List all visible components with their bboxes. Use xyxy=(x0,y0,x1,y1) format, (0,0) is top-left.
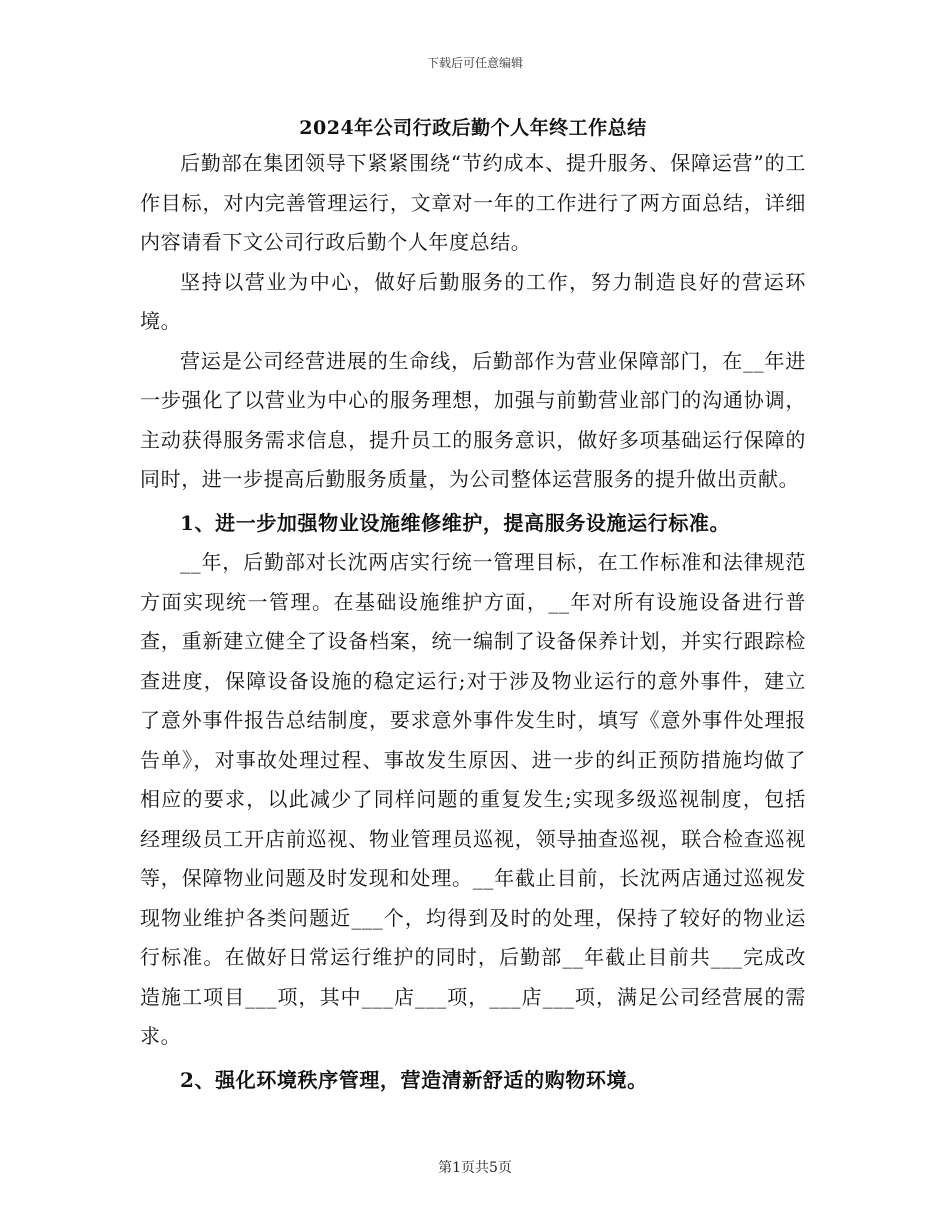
section-heading-2: 2、强化环境秩序管理，营造清新舒适的购物环境。 xyxy=(180,1067,648,1092)
paragraph-operations: 营运是公司经营进展的生命线，后勤部作为营业保障部门，在__年进一步强化了以营业为中心的服务理想，加强与前勤营业部门的沟通协调，主动获得服务需求信息，提升员工的服务意识，做好多项基础运行保障的同时，进一步提高后勤服务质量，为公司整体运营服务的提升做出贡献。 xyxy=(140,348,806,491)
document-title: 2024年公司行政后勤个人年终工作总结 xyxy=(299,117,647,139)
paragraph-service-center: 坚持以营业为中心，做好后勤服务的工作，努力制造良好的营运环境。 xyxy=(140,269,806,333)
page-header-note: 下载后可任意编辑 xyxy=(426,56,523,70)
paragraph-facility-maintenance: __年，后勤部对长沈两店实行统一管理目标，在工作标准和法律规范方面实现统一管理。在基础设施维护方面，__年对所有设施设备进行普查，重新建立健全了设备档案，统一编制了设备保养计划，并实行跟踪检查进度，保障设备设施的稳定运行;对于涉及物业运行的意外事件，建立了意外事件报告总结制度，要求意外事件发生时，填写《意外事件处理报告单》，对事故处理过程、事故发生原因、进一步的纠正预防措施均做了相应的要求，以此减少了同样问题的重复发生;实现多级巡视制度，包括经理级员工开店前巡视、物业管理员巡视，领导抽查巡视，联合检查巡视等，保障物业问题及时发现和处理。__年截止目前，长沈两店通过巡视发现物业维护各类问题近___个，均得到及时的处理，保持了较好的物业运行标准。在做好日常运行维护的同时，后勤部__年截止目前共___完成改造施工项目___项，其中___店___项，___店___项，满足公司经营展的需求。 xyxy=(140,550,806,1048)
paragraph-intro: 后勤部在集团领导下紧紧围绕“节约成本、提升服务、保障运营”的工作目标，对内完善管理运行，文章对一年的工作进行了两方面总结，详细内容请看下文公司行政后勤个人年度总结。 xyxy=(140,151,806,254)
page-number: 第1页共5页 xyxy=(438,1160,512,1176)
document-body xyxy=(140,114,806,1100)
section-heading-1: 1、进一步加强物业设施维修维护，提高服务设施运行标准。 xyxy=(180,510,731,535)
